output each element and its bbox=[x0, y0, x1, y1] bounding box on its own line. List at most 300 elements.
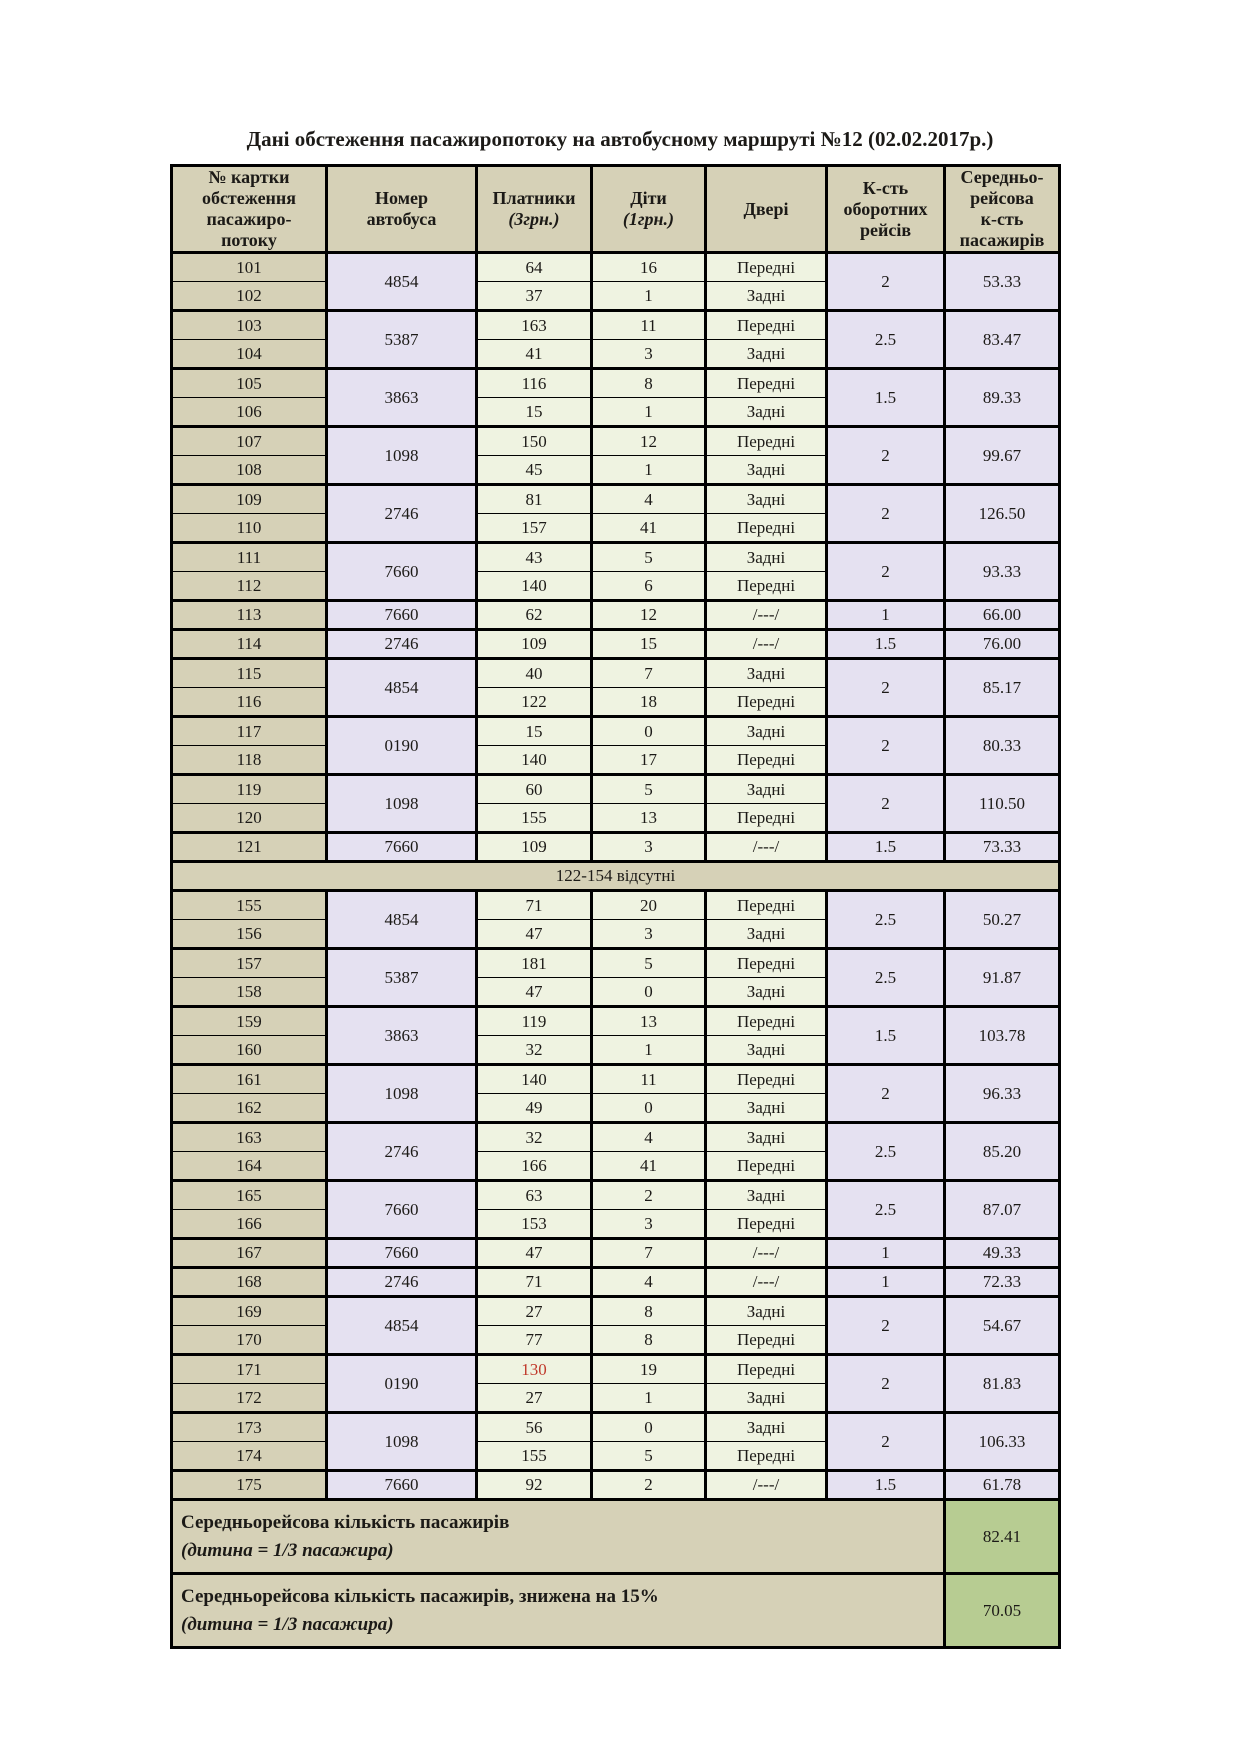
header-line: № картки bbox=[208, 167, 290, 187]
card-number-cell: 166 bbox=[172, 1210, 327, 1239]
average-passengers-cell: 110.50 bbox=[945, 775, 1060, 833]
payers-cell: 140 bbox=[477, 572, 592, 601]
payers-cell: 15 bbox=[477, 717, 592, 746]
card-number-cell: 106 bbox=[172, 398, 327, 427]
table-footer bbox=[172, 1500, 1060, 1648]
table-row bbox=[172, 1413, 1060, 1442]
children-cell: 4 bbox=[592, 1268, 706, 1297]
card-number-cell: 156 bbox=[172, 920, 327, 949]
doors-cell: Задні bbox=[706, 659, 827, 688]
header-line: Номер bbox=[375, 188, 428, 208]
trips-count-cell: 2 bbox=[827, 1065, 945, 1123]
payers-cell: 119 bbox=[477, 1007, 592, 1036]
table-row bbox=[172, 427, 1060, 456]
card-number-cell: 171 bbox=[172, 1355, 327, 1384]
card-number-cell: 155 bbox=[172, 891, 327, 920]
header-cell-avg bbox=[945, 166, 1060, 253]
trips-count-cell: 2 bbox=[827, 253, 945, 311]
payers-cell: 109 bbox=[477, 833, 592, 862]
doors-cell: Передні bbox=[706, 891, 827, 920]
children-cell: 0 bbox=[592, 1413, 706, 1442]
bus-number-cell: 1098 bbox=[327, 427, 477, 485]
doors-cell: Задні bbox=[706, 775, 827, 804]
table-row bbox=[172, 833, 1060, 862]
children-cell: 11 bbox=[592, 311, 706, 340]
average-passengers-cell: 103.78 bbox=[945, 1007, 1060, 1065]
trips-count-cell: 1 bbox=[827, 1239, 945, 1268]
children-cell: 7 bbox=[592, 659, 706, 688]
summary-label-cell bbox=[172, 1500, 945, 1574]
trips-count-cell: 1 bbox=[827, 601, 945, 630]
trips-count-cell: 1.5 bbox=[827, 1007, 945, 1065]
card-number-cell: 169 bbox=[172, 1297, 327, 1326]
doors-cell: Задні bbox=[706, 456, 827, 485]
payers-cell: 150 bbox=[477, 427, 592, 456]
card-number-cell: 174 bbox=[172, 1442, 327, 1471]
doors-cell: /---/ bbox=[706, 1268, 827, 1297]
bus-number-cell: 2746 bbox=[327, 630, 477, 659]
children-cell: 0 bbox=[592, 1094, 706, 1123]
header-line: потоку bbox=[221, 230, 277, 250]
card-number-cell: 175 bbox=[172, 1471, 327, 1500]
card-number-cell: 158 bbox=[172, 978, 327, 1007]
doors-cell: Передні bbox=[706, 949, 827, 978]
doors-cell: Передні bbox=[706, 688, 827, 717]
bus-number-cell: 5387 bbox=[327, 949, 477, 1007]
header-cell-card bbox=[172, 166, 327, 253]
card-number-cell: 108 bbox=[172, 456, 327, 485]
trips-count-cell: 2 bbox=[827, 485, 945, 543]
header-cell-trips bbox=[827, 166, 945, 253]
header-line: Середньо- bbox=[960, 167, 1044, 187]
children-cell: 8 bbox=[592, 1297, 706, 1326]
header-line: пасажиро- bbox=[206, 209, 292, 229]
children-cell: 15 bbox=[592, 630, 706, 659]
doors-cell: Задні bbox=[706, 1413, 827, 1442]
card-number-cell: 157 bbox=[172, 949, 327, 978]
table-row bbox=[172, 1297, 1060, 1326]
children-cell: 7 bbox=[592, 1239, 706, 1268]
payers-cell: 32 bbox=[477, 1036, 592, 1065]
payers-cell: 49 bbox=[477, 1094, 592, 1123]
children-cell: 13 bbox=[592, 804, 706, 833]
table-row bbox=[172, 1181, 1060, 1210]
header-line: пасажирів bbox=[959, 230, 1045, 250]
absent-range-label: 122-154 відсутні bbox=[172, 862, 1060, 891]
payers-cell: 47 bbox=[477, 1239, 592, 1268]
bus-number-cell: 5387 bbox=[327, 311, 477, 369]
header-row bbox=[172, 166, 1060, 253]
bus-number-cell: 7660 bbox=[327, 601, 477, 630]
average-passengers-cell: 61.78 bbox=[945, 1471, 1060, 1500]
summary-value-cell: 70.05 bbox=[945, 1574, 1060, 1648]
header-line: обстеження bbox=[201, 188, 297, 208]
table-row bbox=[172, 659, 1060, 688]
payers-cell: 153 bbox=[477, 1210, 592, 1239]
card-number-cell: 168 bbox=[172, 1268, 327, 1297]
payers-cell: 166 bbox=[477, 1152, 592, 1181]
doors-cell: Задні bbox=[706, 1123, 827, 1152]
bus-number-cell: 1098 bbox=[327, 1413, 477, 1471]
card-number-cell: 111 bbox=[172, 543, 327, 572]
doors-cell: Задні bbox=[706, 1181, 827, 1210]
bus-number-cell: 1098 bbox=[327, 775, 477, 833]
payers-cell: 155 bbox=[477, 804, 592, 833]
doors-cell: Передні bbox=[706, 1442, 827, 1471]
children-cell: 3 bbox=[592, 920, 706, 949]
doors-cell: Задні bbox=[706, 340, 827, 369]
card-number-cell: 101 bbox=[172, 253, 327, 282]
trips-count-cell: 1.5 bbox=[827, 369, 945, 427]
trips-count-cell: 1.5 bbox=[827, 630, 945, 659]
card-number-cell: 164 bbox=[172, 1152, 327, 1181]
average-passengers-cell: 83.47 bbox=[945, 311, 1060, 369]
average-passengers-cell: 87.07 bbox=[945, 1181, 1060, 1239]
payers-cell: 92 bbox=[477, 1471, 592, 1500]
children-cell: 19 bbox=[592, 1355, 706, 1384]
trips-count-cell: 1 bbox=[827, 1268, 945, 1297]
doors-cell: Передні bbox=[706, 1065, 827, 1094]
bus-number-cell: 2746 bbox=[327, 1123, 477, 1181]
payers-cell: 27 bbox=[477, 1384, 592, 1413]
doors-cell: Передні bbox=[706, 369, 827, 398]
card-number-cell: 113 bbox=[172, 601, 327, 630]
payers-cell: 47 bbox=[477, 920, 592, 949]
bus-number-cell: 4854 bbox=[327, 1297, 477, 1355]
table-row bbox=[172, 1471, 1060, 1500]
header-line: к-сть bbox=[980, 209, 1024, 229]
header-line: рейсова bbox=[970, 188, 1034, 208]
table-row bbox=[172, 1065, 1060, 1094]
payers-cell: 122 bbox=[477, 688, 592, 717]
children-cell: 12 bbox=[592, 601, 706, 630]
payers-cell: 157 bbox=[477, 514, 592, 543]
doors-cell: /---/ bbox=[706, 1471, 827, 1500]
table-row bbox=[172, 949, 1060, 978]
doors-cell: /---/ bbox=[706, 601, 827, 630]
bus-number-cell: 3863 bbox=[327, 1007, 477, 1065]
doors-cell: /---/ bbox=[706, 1239, 827, 1268]
table-body bbox=[172, 253, 1060, 1500]
card-number-cell: 163 bbox=[172, 1123, 327, 1152]
summary-note-text: (дитина = 1/3 пасажира) bbox=[181, 1539, 394, 1561]
trips-count-cell: 2.5 bbox=[827, 1181, 945, 1239]
children-cell: 3 bbox=[592, 1210, 706, 1239]
bus-number-cell: 1098 bbox=[327, 1065, 477, 1123]
card-number-cell: 114 bbox=[172, 630, 327, 659]
children-cell: 8 bbox=[592, 369, 706, 398]
bus-number-cell: 7660 bbox=[327, 833, 477, 862]
card-number-cell: 172 bbox=[172, 1384, 327, 1413]
summary-label-cell bbox=[172, 1574, 945, 1648]
payers-cell: 32 bbox=[477, 1123, 592, 1152]
card-number-cell: 121 bbox=[172, 833, 327, 862]
summary-row bbox=[172, 1500, 1060, 1574]
header-line: Діти bbox=[630, 188, 667, 208]
table-row bbox=[172, 543, 1060, 572]
summary-label-text: Середньорейсова кількість пасажирів bbox=[181, 1511, 510, 1533]
bus-number-cell: 3863 bbox=[327, 369, 477, 427]
table-row bbox=[172, 630, 1060, 659]
table-row bbox=[172, 485, 1060, 514]
bus-number-cell: 4854 bbox=[327, 891, 477, 949]
table-row bbox=[172, 775, 1060, 804]
average-passengers-cell: 126.50 bbox=[945, 485, 1060, 543]
card-number-cell: 109 bbox=[172, 485, 327, 514]
payers-cell: 71 bbox=[477, 1268, 592, 1297]
card-number-cell: 107 bbox=[172, 427, 327, 456]
header-cell-doors bbox=[706, 166, 827, 253]
children-cell: 1 bbox=[592, 456, 706, 485]
doors-cell: Задні bbox=[706, 1297, 827, 1326]
payers-cell: 140 bbox=[477, 1065, 592, 1094]
card-number-cell: 173 bbox=[172, 1413, 327, 1442]
document-title: Дані обстеження пасажиропотоку на автобусному маршруті №12 (02.02.2017р.) bbox=[246, 127, 994, 151]
doors-cell: Задні bbox=[706, 398, 827, 427]
doors-cell: Задні bbox=[706, 1094, 827, 1123]
trips-count-cell: 1.5 bbox=[827, 1471, 945, 1500]
card-number-cell: 165 bbox=[172, 1181, 327, 1210]
card-number-cell: 170 bbox=[172, 1326, 327, 1355]
average-passengers-cell: 93.33 bbox=[945, 543, 1060, 601]
card-number-cell: 110 bbox=[172, 514, 327, 543]
average-passengers-cell: 49.33 bbox=[945, 1239, 1060, 1268]
payers-cell: 63 bbox=[477, 1181, 592, 1210]
children-cell: 13 bbox=[592, 1007, 706, 1036]
table-row bbox=[172, 1007, 1060, 1036]
trips-count-cell: 2 bbox=[827, 543, 945, 601]
payers-cell: 43 bbox=[477, 543, 592, 572]
passenger-survey-table bbox=[170, 164, 1061, 1649]
children-cell: 16 bbox=[592, 253, 706, 282]
average-passengers-cell: 50.27 bbox=[945, 891, 1060, 949]
doors-cell: Передні bbox=[706, 253, 827, 282]
trips-count-cell: 2 bbox=[827, 1297, 945, 1355]
children-cell: 11 bbox=[592, 1065, 706, 1094]
children-cell: 1 bbox=[592, 398, 706, 427]
children-cell: 6 bbox=[592, 572, 706, 601]
average-passengers-cell: 99.67 bbox=[945, 427, 1060, 485]
children-cell: 0 bbox=[592, 978, 706, 1007]
summary-row bbox=[172, 1574, 1060, 1648]
children-cell: 8 bbox=[592, 1326, 706, 1355]
header-cell-bus bbox=[327, 166, 477, 253]
card-number-cell: 104 bbox=[172, 340, 327, 369]
doors-cell: Задні bbox=[706, 543, 827, 572]
header-cell-payers bbox=[477, 166, 592, 253]
average-passengers-cell: 66.00 bbox=[945, 601, 1060, 630]
card-number-cell: 120 bbox=[172, 804, 327, 833]
doors-cell: Передні bbox=[706, 427, 827, 456]
doors-cell: Передні bbox=[706, 804, 827, 833]
table-row bbox=[172, 1239, 1060, 1268]
payers-cell: 37 bbox=[477, 282, 592, 311]
bus-number-cell: 2746 bbox=[327, 485, 477, 543]
doors-cell: Задні bbox=[706, 978, 827, 1007]
trips-count-cell: 2.5 bbox=[827, 1123, 945, 1181]
payers-cell: 81 bbox=[477, 485, 592, 514]
card-number-cell: 118 bbox=[172, 746, 327, 775]
payers-cell: 40 bbox=[477, 659, 592, 688]
average-passengers-cell: 89.33 bbox=[945, 369, 1060, 427]
doors-cell: Задні bbox=[706, 485, 827, 514]
payers-cell: 130 bbox=[477, 1355, 592, 1384]
children-cell: 1 bbox=[592, 282, 706, 311]
table-row bbox=[172, 1268, 1060, 1297]
header-line: рейсів bbox=[859, 219, 912, 240]
doors-cell: Передні bbox=[706, 1326, 827, 1355]
bus-number-cell: 2746 bbox=[327, 1268, 477, 1297]
bus-number-cell: 7660 bbox=[327, 1471, 477, 1500]
table-row bbox=[172, 311, 1060, 340]
header-subline: (1грн.) bbox=[622, 209, 675, 229]
average-passengers-cell: 91.87 bbox=[945, 949, 1060, 1007]
payers-cell: 77 bbox=[477, 1326, 592, 1355]
card-number-cell: 102 bbox=[172, 282, 327, 311]
card-number-cell: 160 bbox=[172, 1036, 327, 1065]
payers-cell: 155 bbox=[477, 1442, 592, 1471]
average-passengers-cell: 53.33 bbox=[945, 253, 1060, 311]
average-passengers-cell: 85.17 bbox=[945, 659, 1060, 717]
card-number-cell: 103 bbox=[172, 311, 327, 340]
table-row bbox=[172, 369, 1060, 398]
doors-cell: Задні bbox=[706, 1036, 827, 1065]
trips-count-cell: 2 bbox=[827, 659, 945, 717]
payers-cell: 56 bbox=[477, 1413, 592, 1442]
trips-count-cell: 2 bbox=[827, 775, 945, 833]
header-line: Двері bbox=[743, 198, 789, 219]
doors-cell: Передні bbox=[706, 746, 827, 775]
card-number-cell: 112 bbox=[172, 572, 327, 601]
bus-number-cell: 4854 bbox=[327, 659, 477, 717]
trips-count-cell: 2.5 bbox=[827, 891, 945, 949]
summary-label-text: Середньорейсова кількість пасажирів, знижена на 15% bbox=[181, 1585, 659, 1607]
doors-cell: Задні bbox=[706, 282, 827, 311]
card-number-cell: 115 bbox=[172, 659, 327, 688]
average-passengers-cell: 80.33 bbox=[945, 717, 1060, 775]
children-cell: 1 bbox=[592, 1384, 706, 1413]
children-cell: 1 bbox=[592, 1036, 706, 1065]
trips-count-cell: 2.5 bbox=[827, 949, 945, 1007]
children-cell: 5 bbox=[592, 775, 706, 804]
doors-cell: Передні bbox=[706, 1210, 827, 1239]
trips-count-cell: 1.5 bbox=[827, 833, 945, 862]
children-cell: 3 bbox=[592, 833, 706, 862]
bus-number-cell: 7660 bbox=[327, 543, 477, 601]
trips-count-cell: 2.5 bbox=[827, 311, 945, 369]
trips-count-cell: 2 bbox=[827, 717, 945, 775]
table-row bbox=[172, 891, 1060, 920]
table-row bbox=[172, 253, 1060, 282]
children-cell: 2 bbox=[592, 1181, 706, 1210]
payers-cell: 47 bbox=[477, 978, 592, 1007]
doors-cell: Передні bbox=[706, 572, 827, 601]
children-cell: 5 bbox=[592, 949, 706, 978]
payers-cell: 116 bbox=[477, 369, 592, 398]
doors-cell: /---/ bbox=[706, 630, 827, 659]
card-number-cell: 159 bbox=[172, 1007, 327, 1036]
average-passengers-cell: 96.33 bbox=[945, 1065, 1060, 1123]
children-cell: 3 bbox=[592, 340, 706, 369]
card-number-cell: 162 bbox=[172, 1094, 327, 1123]
average-passengers-cell: 106.33 bbox=[945, 1413, 1060, 1471]
bus-number-cell: 0190 bbox=[327, 717, 477, 775]
card-number-cell: 161 bbox=[172, 1065, 327, 1094]
card-number-cell: 105 bbox=[172, 369, 327, 398]
summary-value-cell: 82.41 bbox=[945, 1500, 1060, 1574]
children-cell: 5 bbox=[592, 543, 706, 572]
summary-note-text: (дитина = 1/3 пасажира) bbox=[181, 1613, 394, 1635]
average-passengers-cell: 73.33 bbox=[945, 833, 1060, 862]
trips-count-cell: 2 bbox=[827, 1355, 945, 1413]
header-line: Платники bbox=[492, 188, 576, 208]
children-cell: 17 bbox=[592, 746, 706, 775]
doors-cell: Задні bbox=[706, 717, 827, 746]
doors-cell: Передні bbox=[706, 1007, 827, 1036]
payers-cell: 41 bbox=[477, 340, 592, 369]
header-cell-children bbox=[592, 166, 706, 253]
children-cell: 0 bbox=[592, 717, 706, 746]
table-row bbox=[172, 1123, 1060, 1152]
table-header bbox=[172, 166, 1060, 253]
payers-cell: 62 bbox=[477, 601, 592, 630]
children-cell: 5 bbox=[592, 1442, 706, 1471]
trips-count-cell: 2 bbox=[827, 427, 945, 485]
doors-cell: Задні bbox=[706, 1384, 827, 1413]
children-cell: 4 bbox=[592, 485, 706, 514]
children-cell: 41 bbox=[592, 1152, 706, 1181]
payers-cell: 140 bbox=[477, 746, 592, 775]
trips-count-cell: 2 bbox=[827, 1413, 945, 1471]
payers-cell: 15 bbox=[477, 398, 592, 427]
payers-cell: 71 bbox=[477, 891, 592, 920]
doors-cell: Передні bbox=[706, 1355, 827, 1384]
children-cell: 2 bbox=[592, 1471, 706, 1500]
doors-cell: Задні bbox=[706, 920, 827, 949]
average-passengers-cell: 72.33 bbox=[945, 1268, 1060, 1297]
payers-cell: 181 bbox=[477, 949, 592, 978]
average-passengers-cell: 81.83 bbox=[945, 1355, 1060, 1413]
header-line: оборотних bbox=[843, 198, 928, 219]
children-cell: 41 bbox=[592, 514, 706, 543]
header-subline: (3грн.) bbox=[508, 209, 560, 229]
children-cell: 12 bbox=[592, 427, 706, 456]
average-passengers-cell: 76.00 bbox=[945, 630, 1060, 659]
table-row bbox=[172, 601, 1060, 630]
payers-cell: 163 bbox=[477, 311, 592, 340]
doors-cell: Передні bbox=[706, 514, 827, 543]
payers-cell: 45 bbox=[477, 456, 592, 485]
bus-number-cell: 0190 bbox=[327, 1355, 477, 1413]
header-line: автобуса bbox=[366, 209, 437, 229]
card-number-cell: 116 bbox=[172, 688, 327, 717]
card-number-cell: 119 bbox=[172, 775, 327, 804]
card-number-cell: 117 bbox=[172, 717, 327, 746]
doors-cell: /---/ bbox=[706, 833, 827, 862]
table-row bbox=[172, 1355, 1060, 1384]
bus-number-cell: 4854 bbox=[327, 253, 477, 311]
children-cell: 4 bbox=[592, 1123, 706, 1152]
payers-cell: 109 bbox=[477, 630, 592, 659]
average-passengers-cell: 54.67 bbox=[945, 1297, 1060, 1355]
bus-number-cell: 7660 bbox=[327, 1181, 477, 1239]
table-row bbox=[172, 717, 1060, 746]
average-passengers-cell: 85.20 bbox=[945, 1123, 1060, 1181]
absent-range-row bbox=[172, 862, 1060, 891]
bus-number-cell: 7660 bbox=[327, 1239, 477, 1268]
card-number-cell: 167 bbox=[172, 1239, 327, 1268]
header-line: К-сть bbox=[862, 177, 909, 198]
